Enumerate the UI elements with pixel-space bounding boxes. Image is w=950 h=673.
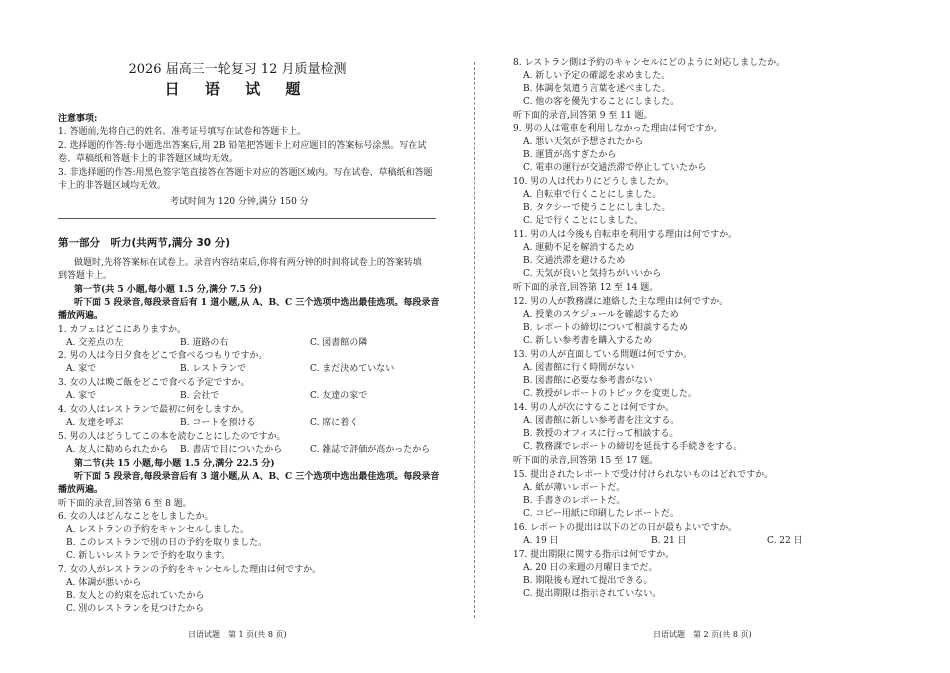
option-b: B. 手書きのレポートだ。 xyxy=(523,496,626,506)
section1-title: 第一节(共 5 小题,每小题 1.5 分,满分 7.5 分) xyxy=(74,285,263,295)
question-stem: 4. 女の人はレストランで最初に何をしますか。 xyxy=(58,405,250,415)
option-a: A. 友人に勧められたから xyxy=(66,445,169,455)
option-c: C. 別のレストランを見つけたから xyxy=(66,604,205,614)
question-stem: 17. 提出期限に関する指示は何ですか。 xyxy=(513,550,675,560)
option-c: C. 席に着く xyxy=(310,418,359,428)
option-c: C. 新しい参考書を購入するため xyxy=(523,336,653,346)
question-stem: 6. 女の人はどんなことをしましたか。 xyxy=(58,512,214,522)
question-stem: 12. 男の人が教務課に連絡した主な理由は何ですか。 xyxy=(513,297,729,307)
option-a: A. 友達を呼ぶ xyxy=(66,418,124,428)
option-a: A. 交差点の左 xyxy=(66,338,124,348)
option-b: B. 会社で xyxy=(180,391,220,401)
question-stem: 9. 男の人は電車を利用しなかった理由は何ですか。 xyxy=(513,124,723,134)
part1-intro-cont: 到答题卡上。 xyxy=(58,271,113,281)
part1-intro: 做题时,先将答案标在试卷上。录音内容结束后,你将有两分钟的时间将试卷上的答案转填 xyxy=(74,258,422,268)
option-b: B. 体調を気遣う言葉を述べました。 xyxy=(523,84,671,94)
note-item-1: 1. 答题前,先将自己的姓名、准考证号填写在试卷和答题卡上。 xyxy=(58,127,307,137)
option-b: B. コートを預ける xyxy=(180,418,256,428)
option-b: B. 書店で目についたから xyxy=(180,445,283,455)
option-a: A. 体調が悪いから xyxy=(66,578,142,588)
question-stem: 14. 男の人が次にすることは何ですか。 xyxy=(513,403,675,413)
section2-instruction-cont: 播放两遍。 xyxy=(58,485,104,495)
question-stem: 2. 男の人は今日夕食をどこで食べるつもりですか。 xyxy=(58,351,268,361)
option-c: C. 教授がレポートのトピックを変更した。 xyxy=(523,389,697,399)
option-a: A. 授業のスケジュールを確認するため xyxy=(523,310,679,320)
note-item-3-cont: 卡上的非答题区域均无效。 xyxy=(58,181,167,191)
option-b: B. 交通渋滞を避けるため xyxy=(523,256,626,266)
option-a: A. 家で xyxy=(66,364,97,374)
exam-time: 考试时间为 120 分钟,满分 150 分 xyxy=(170,197,309,207)
subject-title: 日 语 试 题 xyxy=(164,80,311,98)
option-a: A. 図書館に行く時間がない xyxy=(523,363,635,373)
option-a: A. 20 日の来週の月曜日までだ。 xyxy=(523,563,658,573)
option-c: C. 提出期限は指示されていない。 xyxy=(523,589,662,599)
option-c: C. 教務課でレポートの締切を延長する手続きをする。 xyxy=(523,442,743,452)
option-b: B. 図書館に必要な参考書がない xyxy=(523,376,653,386)
option-b: B. レポートの締切について相談するため xyxy=(523,323,689,333)
option-c: C. まだ決めていない xyxy=(310,364,395,374)
notes-heading: 注意事项: xyxy=(58,114,98,124)
note-item-2: 2. 选择题的作答:每小题选出答案后,用 2B 铅笔把答题卡上对应题目的答案标号涂黑。写在试 xyxy=(58,141,427,151)
option-b: B. このレストランで別の日の予約を取りました。 xyxy=(66,538,268,548)
option-c: C. 他の客を優先することにしました。 xyxy=(523,97,680,107)
question-stem: 13. 男の人が直面している問題は何ですか。 xyxy=(513,350,693,360)
question-stem: 8. レストラン側は予約のキャンセルにどのように対応しましたか。 xyxy=(513,58,786,68)
option-a: A. レストランの予約をキャンセルしました。 xyxy=(66,525,249,535)
question-stem: 5. 男の人はどうしてこの本を読むことにしたのですか。 xyxy=(58,432,286,442)
footer-page-2: 日语试题 第 2 页(共 8 页) xyxy=(653,630,752,639)
question-stem: 11. 男の人は今後も自転車を利用する理由は何ですか。 xyxy=(513,230,738,240)
option-a: A. 紙が薄いレポートだ。 xyxy=(523,483,626,493)
divider-rule xyxy=(58,218,436,219)
section2-title: 第二节(共 15 小题,每小题 1.5 分,满分 22.5 分) xyxy=(74,459,275,469)
part1-title: 第一部分 听力(共两节,满分 30 分) xyxy=(58,237,231,249)
option-c: C. 天気が良いと気持ちがいいから xyxy=(523,269,662,279)
listening-lead: 听下面的录音,回答第 12 至 14 题。 xyxy=(513,283,659,293)
option-b: B. 友人との約束を忘れていたから xyxy=(66,591,205,601)
option-a: A. 運動不足を解消するため xyxy=(523,243,635,253)
section1-instruction: 听下面 5 段录音,每段录音后有 1 道小题,从 A、B、C 三个选项中选出最佳选项。每段录音 xyxy=(74,298,440,308)
note-item-3: 3. 非选择题的作答:用黑色签字笔直接答在答题卡对应的答题区域内。写在试卷、草稿纸和答题 xyxy=(58,168,433,178)
option-c: C. 新しいレストランで予約を取ります。 xyxy=(66,551,231,561)
option-c: C. 22 日 xyxy=(767,536,803,546)
question-stem: 10. 男の人は代わりにどうしましたか。 xyxy=(513,177,675,187)
option-a: A. 自転車で行くことにしました。 xyxy=(523,190,662,200)
option-a: A. 家で xyxy=(66,391,97,401)
page-right xyxy=(475,0,950,673)
listening-lead: 听下面的录音,回答第 6 至 8 题。 xyxy=(58,499,192,509)
option-b: B. 道路の右 xyxy=(180,338,229,348)
listening-lead: 听下面的录音,回答第 15 至 17 题。 xyxy=(513,456,659,466)
option-c: C. 雑誌で評価が高かったから xyxy=(310,445,431,455)
option-b: B. 期限後も遅れて提出できる。 xyxy=(523,576,653,586)
option-c: C. 図書館の隣 xyxy=(310,338,368,348)
option-a: A. 図書館に新しい参考書を注文する。 xyxy=(523,416,680,426)
note-item-2-cont: 卷、草稿纸和答题卡上的非答题区域均无效。 xyxy=(58,154,239,164)
option-b: B. 教授のオフィスに行って相談する。 xyxy=(523,429,679,439)
option-b: B. 運賃が高すぎたから xyxy=(523,150,617,160)
option-a: A. 悪い天気が予想されたから xyxy=(523,137,644,147)
option-c: C. 電車の運行が交通渋滞で停止していたから xyxy=(523,163,707,173)
option-c: C. 友達の家で xyxy=(310,391,368,401)
exam-title: 2026 届高三一轮复习 12 月质量检测 xyxy=(128,62,347,77)
option-a: A. 新しい予定の確認を求めました。 xyxy=(523,71,671,81)
listening-lead: 听下面的录音,回答第 9 至 11 题。 xyxy=(513,111,653,121)
option-b: B. レストランで xyxy=(180,364,247,374)
section2-instruction: 听下面 5 段录音,每段录音后有 3 道小题,从 A、B、C 三个选项中选出最佳选项。每段录音 xyxy=(74,472,440,482)
question-stem: 7. 女の人がレストランの予約をキャンセルした理由は何ですか。 xyxy=(58,565,322,575)
footer-page-1: 日语试题 第 1 页(共 8 页) xyxy=(188,630,287,639)
option-c: C. コピー用紙に印刷したレポートだ。 xyxy=(523,509,679,519)
question-stem: 15. 提出されたレポートで受け付けられないものはどれですか。 xyxy=(513,470,774,480)
question-stem: 3. 女の人は晩ご飯をどこで食べる予定ですか。 xyxy=(58,378,250,388)
option-c: C. 足で行くことにしました。 xyxy=(523,216,644,226)
option-b: B. 21 日 xyxy=(651,536,687,546)
option-b: B. タクシーで使うことにしました。 xyxy=(523,203,671,213)
section1-instruction-cont: 播放两遍。 xyxy=(58,311,104,321)
question-stem: 16. レポートの提出は以下のどの日が最もよいですか。 xyxy=(513,523,738,533)
question-stem: 1. カフェはどこにありますか。 xyxy=(58,325,186,335)
option-a: A. 19 日 xyxy=(523,536,559,546)
